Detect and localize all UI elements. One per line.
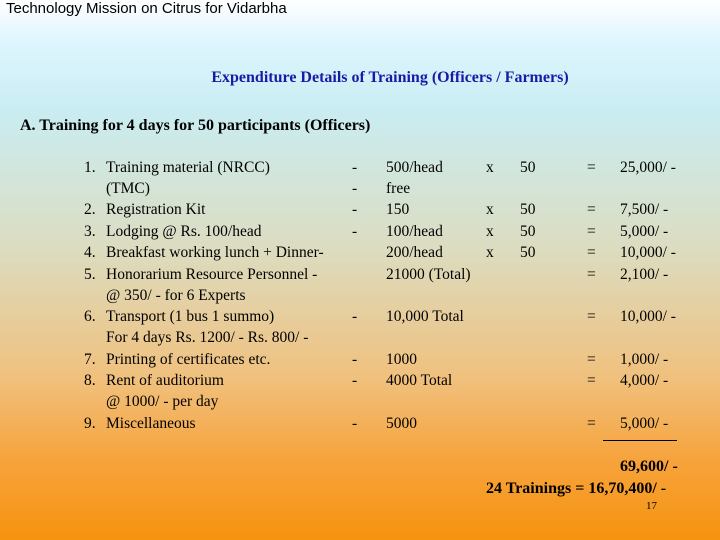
table-row <box>0 180 720 202</box>
row-dash: - <box>352 415 358 432</box>
row-equals: = <box>587 351 596 368</box>
row-amount: 25,000/ - <box>620 159 676 176</box>
row-description: For 4 days Rs. 1200/ - Rs. 800/ - <box>106 329 309 346</box>
row-description: Printing of certificates etc. <box>106 351 271 368</box>
row-number: 4. <box>84 244 96 261</box>
row-rate: 21000 (Total) <box>386 266 471 283</box>
table-row <box>0 351 720 373</box>
row-number: 8. <box>84 372 96 389</box>
row-amount: 4,000/ - <box>620 372 669 389</box>
row-description: @ 350/ - for 6 Experts <box>106 287 246 304</box>
row-description: Training material (NRCC) <box>106 159 270 176</box>
table-row <box>0 308 720 330</box>
row-equals: = <box>587 415 596 432</box>
row-number: 5. <box>84 266 96 283</box>
header-title: Technology Mission on Citrus for Vidarbha <box>6 0 287 17</box>
row-rate: 4000 Total <box>386 372 453 389</box>
row-dash: - <box>352 372 358 389</box>
row-rate: 500/head <box>386 159 443 176</box>
row-number: 9. <box>84 415 96 432</box>
row-rate: free <box>386 180 411 197</box>
row-dash: - <box>352 201 358 218</box>
row-multiply: x <box>486 159 494 176</box>
page-number: 17 <box>646 500 657 512</box>
row-multiply: x <box>486 244 494 261</box>
table-row <box>0 223 720 245</box>
trainings-total: 24 Trainings = 16,70,400/ - <box>486 480 667 497</box>
row-amount: 5,000/ - <box>620 223 669 240</box>
row-equals: = <box>587 223 596 240</box>
row-description: Lodging @ Rs. 100/head <box>106 223 262 240</box>
row-amount: 5,000/ - <box>620 415 669 432</box>
row-description: Transport (1 bus 1 summo) <box>106 308 275 325</box>
row-equals: = <box>587 244 596 261</box>
row-quantity: 50 <box>520 223 536 240</box>
table-row <box>0 393 720 415</box>
row-description: Honorarium Resource Personnel - <box>106 266 318 283</box>
row-amount: 2,100/ - <box>620 266 669 283</box>
row-multiply: x <box>486 223 494 240</box>
row-equals: = <box>587 266 596 283</box>
row-dash: - <box>352 308 358 325</box>
row-dash: - <box>352 159 358 176</box>
row-rate: 200/head <box>386 244 443 261</box>
row-quantity: 50 <box>520 159 536 176</box>
row-equals: = <box>587 372 596 389</box>
section-title: A. Training for 4 days for 50 participants (Officers) <box>20 117 371 134</box>
table-row <box>0 201 720 223</box>
row-dash: - <box>352 180 358 197</box>
table-row <box>0 244 720 266</box>
row-rate: 5000 <box>386 415 417 432</box>
row-equals: = <box>587 201 596 218</box>
row-amount: 7,500/ - <box>620 201 669 218</box>
row-number: 7. <box>84 351 96 368</box>
row-amount: 1,000/ - <box>620 351 669 368</box>
row-rate: 150 <box>386 201 410 218</box>
row-quantity: 50 <box>520 201 536 218</box>
table-row <box>0 329 720 351</box>
row-description: Registration Kit <box>106 201 206 218</box>
row-description: @ 1000/ - per day <box>106 393 219 410</box>
row-description: (TMC) <box>106 180 150 197</box>
row-rate: 10,000 Total <box>386 308 464 325</box>
row-number: 1. <box>84 159 96 176</box>
row-number: 2. <box>84 201 96 218</box>
grand-total: 69,600/ - <box>620 458 678 475</box>
row-number: 3. <box>84 223 96 240</box>
row-description: Rent of auditorium <box>106 372 224 389</box>
table-row <box>0 372 720 394</box>
row-rate: 100/head <box>386 223 443 240</box>
row-multiply: x <box>486 201 494 218</box>
slide-title: Expenditure Details of Training (Officers / Farmers) <box>211 69 569 86</box>
row-number: 6. <box>84 308 96 325</box>
row-description: Miscellaneous <box>106 415 196 432</box>
row-dash: - <box>352 223 358 240</box>
row-equals: = <box>587 308 596 325</box>
row-amount: 10,000/ - <box>620 244 676 261</box>
table-row <box>0 266 720 288</box>
total-divider <box>603 440 677 441</box>
row-quantity: 50 <box>520 244 536 261</box>
row-amount: 10,000/ - <box>620 308 676 325</box>
row-description: Breakfast working lunch + Dinner- <box>106 244 324 261</box>
table-row <box>0 287 720 309</box>
table-row <box>0 159 720 181</box>
table-row <box>0 415 720 437</box>
row-rate: 1000 <box>386 351 417 368</box>
row-dash: - <box>352 351 358 368</box>
row-equals: = <box>587 159 596 176</box>
